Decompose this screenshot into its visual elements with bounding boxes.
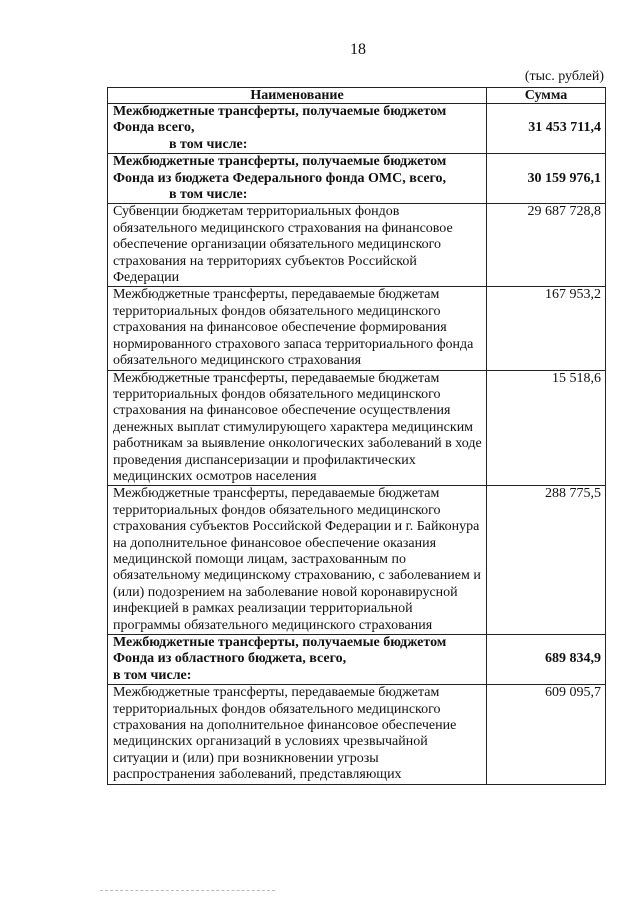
- table-row: [108, 486, 606, 635]
- row-subtext: в том числе:: [169, 136, 248, 152]
- row-name: Субвенции бюджетам территориальных фондов обязательного медицинского страхования на финансовое обеспечение организации обязательного медицинского страхования на территориях субъектов Российской Федерации: [108, 204, 487, 287]
- row-sum: 29 687 728,8: [487, 204, 606, 287]
- row-name: [108, 635, 487, 685]
- header-name: Наименование: [108, 88, 487, 104]
- table-row: [108, 154, 606, 204]
- row-sum: 167 953,2: [487, 287, 606, 370]
- row-sum: 689 834,9: [487, 635, 606, 685]
- page-number: 18: [350, 41, 366, 58]
- table-row: [108, 685, 606, 784]
- row-sum: 15 518,6: [487, 370, 606, 486]
- units-label: (тыс. рублей): [524, 69, 604, 84]
- header-sum: Сумма: [487, 88, 606, 104]
- row-subtext: в том числе:: [113, 667, 192, 683]
- budget-table: [107, 87, 606, 785]
- row-sum: 288 775,5: [487, 486, 606, 635]
- row-sum: 609 095,7: [487, 685, 606, 784]
- table-row: [108, 635, 606, 685]
- table-row: [108, 104, 606, 154]
- row-name-text: Межбюджетные трансферты, получаемые бюджетом Фонда из бюджета Федерального фонда ОМС, всего,: [113, 154, 447, 186]
- row-sum: 31 453 711,4: [487, 104, 606, 154]
- footer-divider: [100, 890, 275, 891]
- table-row: [108, 287, 606, 370]
- row-name: Межбюджетные трансферты, передаваемые бюджетам территориальных фондов обязательного медицинского страхования на финансовое обеспечение формирования нормированного страхового запаса территориального фонда обязательного медицинского страхования: [108, 287, 487, 370]
- row-name: Межбюджетные трансферты, передаваемые бюджетам территориальных фондов обязательного медицинского страхования субъектов Российской Федерации и г. Байконура на дополнительное финансовое обеспечение оказания медицинской помощи лицам, застрахованным по обязательному медицинскому страхованию, с заболеванием и (или) подозрением на заболевание новой коронавирусной инфекцией в рамках реализации территориальной программы обязательного медицинского страхования: [108, 486, 487, 635]
- row-name-text: Межбюджетные трансферты, получаемые бюджетом Фонда всего,: [113, 104, 447, 136]
- table-row: [108, 204, 606, 287]
- row-name: [108, 154, 487, 204]
- row-subtext: в том числе:: [169, 187, 248, 203]
- row-name: [108, 104, 487, 154]
- table-header-row: [108, 88, 606, 104]
- row-name: Межбюджетные трансферты, передаваемые бюджетам территориальных фондов обязательного медицинского страхования на дополнительное финансовое обеспечение медицинских организаций в условиях чрезвычайной ситуации и (или) при возникновении угрозы распространения заболеваний, представляющих: [108, 685, 487, 784]
- row-name: Межбюджетные трансферты, передаваемые бюджетам территориальных фондов обязательного медицинского страхования на финансовое обеспечение осуществления денежных выплат стимулирующего характера медицинским работникам за выявление онкологических заболеваний в ходе проведения диспансеризации и профилактических медицинских осмотров населения: [108, 370, 487, 486]
- row-name-text: Межбюджетные трансферты, получаемые бюджетом Фонда из областного бюджета, всего,: [113, 635, 447, 667]
- row-sum: 30 159 976,1: [487, 154, 606, 204]
- table-row: [108, 370, 606, 486]
